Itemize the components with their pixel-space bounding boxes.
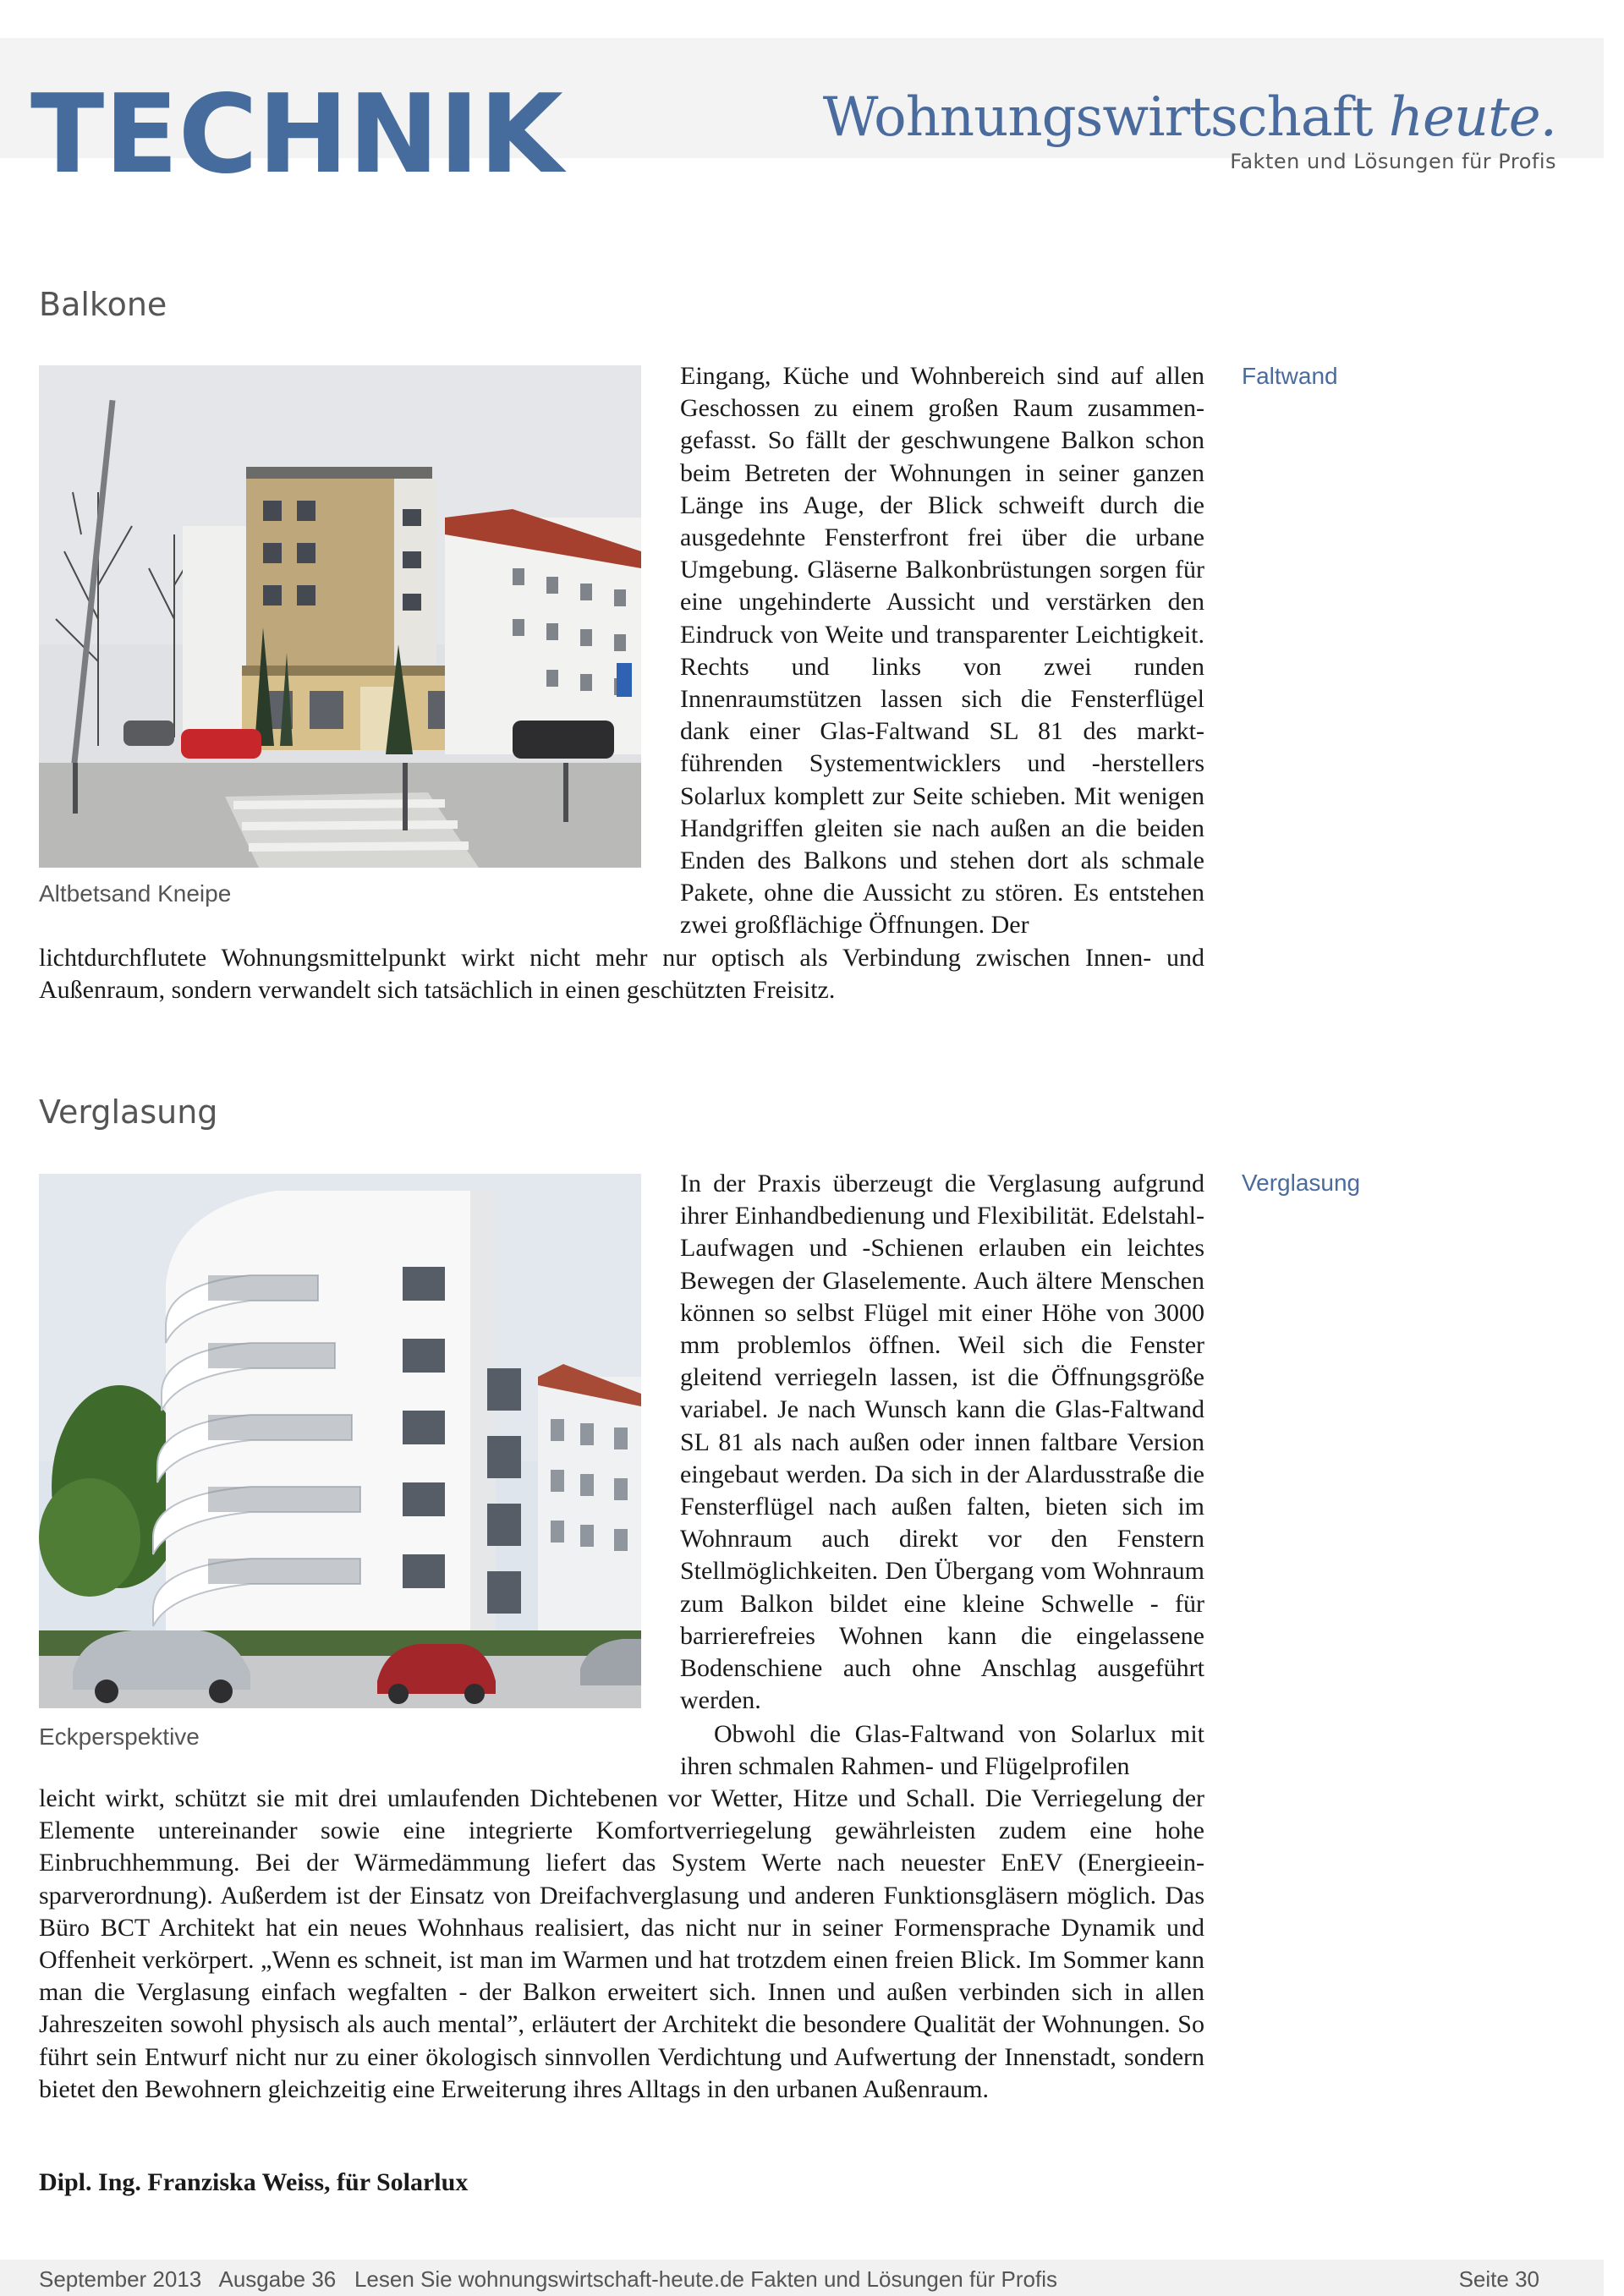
paragraph-balkone-col: Eingang, Küche und Wohnbereich sind auf allen Geschossen zu einem großen Raum zusammengefasst. So fällt der geschwungene Balkon schon beim Betreten der Wohnungen in seiner ganzen Länge ins Auge, der Blick schweift durch die ausgedehnte Fensterfront frei über die urbane Umgebung. Gläserne Balkonbrüstungen sorgen für eine ungehinderte Aussicht und verstärken den Eindruck von Weite und transparenter Leichtigkeit. Rechts und links von zwei runden Innenraumstützen lassen sich die Fensterflügel dank einer Glas-Faltwand SL 81 des marktführenden Systementwicklers und -herstellers Solarlux komplett zur Seite schieben. Mit wenigen Handgriffen gleiten sie nach außen an die beiden Enden des Balkons und stehen dort als schmale Pakete, ohne die Aussicht zu stören. Es entstehen zwei großflächige Öffnungen. Der [680,362,1204,940]
photo-altbau-kneipe [39,365,641,868]
photo-caption: Altbetsand Kneipe [39,880,232,907]
page-number: Seite 30 [1458,2266,1539,2292]
brand-tagline: Fakten und Lösungen für Profis [1230,150,1556,173]
photo-caption: Eckperspektive [39,1723,200,1750]
margin-label-verglasung: Verglasung [1242,1170,1361,1196]
page-footer [0,2260,1604,2296]
paragraph-verglasung-full: leicht wirkt, schützt sie mit drei umlaufenden Dichtebenen vor Wetter, Hitze und Schall. Die Verriegelung der Elemente untereinander sowie eine integrierte Komfortverriegelung gewährleisten zudem eine hohe Einbruchhemmung. Bei der Wärmedämmung liefert das System Werte nach neuester EnEV (Energieeinsparverordnung). Außerdem ist der Einsatz von Dreifachverglasung und anderen Funktionsgläsern möglich. Das Büro BCT Architekt hat ein neues Wohnhaus realisiert, das nicht nur in seiner Formensprache Dynamik und Offenheit verkörpert. „Wenn es schneit, ist man im Warmen und hat trotzdem einen freien Blick. Im Sommer kann man die Verglasung einfach wegfalten - der Balkon erweitert sich. Innen und außen verbinden sich in allen Jahreszeiten sowohl physisch als auch mental”, erläutert der Architekt die besondere Qualität der Wohnungen. So führt sein Entwurf nicht nur zu einer ökologisch sinnvollen Verdichtung und Aufwertung der Innenstadt, sondern bietet den Bewohnern gleichzeitig eine Erweiterung ihres Alltags in den urbanen Außenraum. [39,1784,1204,2103]
brand-logo[interactable] [823,87,1556,173]
author-line: Dipl. Ing. Franziska Weiss, für Solarlux [39,2168,469,2196]
photo-eckperspektive [39,1174,641,1708]
footer-info[interactable]: September 2013 Ausgabe 36 Lesen Sie wohnungswirtschaft-heute.de Fakten und Lösungen für Profis [39,2266,1058,2292]
paragraph-balkone-full: lichtdurchflutete Wohnungsmittelpunkt wirkt nicht mehr nur optisch als Verbindung zwischen Innen- und Außenraum, sondern verwandelt sich tatsächlich in einen geschützten Freisitz. [39,944,1204,1005]
section-heading: TECHNIK [30,72,563,198]
margin-label-faltwand: Faltwand [1242,363,1338,389]
section-title-balkone: Balkone [39,286,167,323]
page-header [0,38,1604,198]
paragraph-verglasung-col: In der Praxis überzeugt die Verglasung aufgrund ihrer Einhandbedienung und Flexibilität. Edelstahl-Laufwagen und -Schienen erlauben ein leichtes Bewegen der Glaselemente. Auch ältere Menschen können so selbst Flügel mit einer Höhe von 3000 mm problemlos öffnen. Weil sich die Fenster gleitend verriegeln lassen, ist die Öffnungsgröße variabel. Je nach Wunsch kann die Glas-Faltwand SL 81 als nach außen oder innen faltbare Version eingebaut werden. Da sich in der Alardusstraße die Fensterflügel nach außen falten, bieten sich im Wohnraum auch direkt vor den Fenstern Stellmöglichkeiten. Den Übergang vom Wohnraum zum Balkon bildet eine kleine Schwelle - für barrierefreies Wohnen kann die eingelassene Bodenschiene auch ohne Anschlag ausgeführt werden. [680,1170,1204,1715]
section-title-verglasung: Verglasung [39,1093,218,1131]
brand-name: Wohnungswirtschaft heute. [822,86,1556,149]
paragraph-verglasung-col-2: Obwohl die Glas-Faltwand von Solarlux mit ihren schmalen Rahmen- und Flügelprofilen [680,1720,1204,1781]
